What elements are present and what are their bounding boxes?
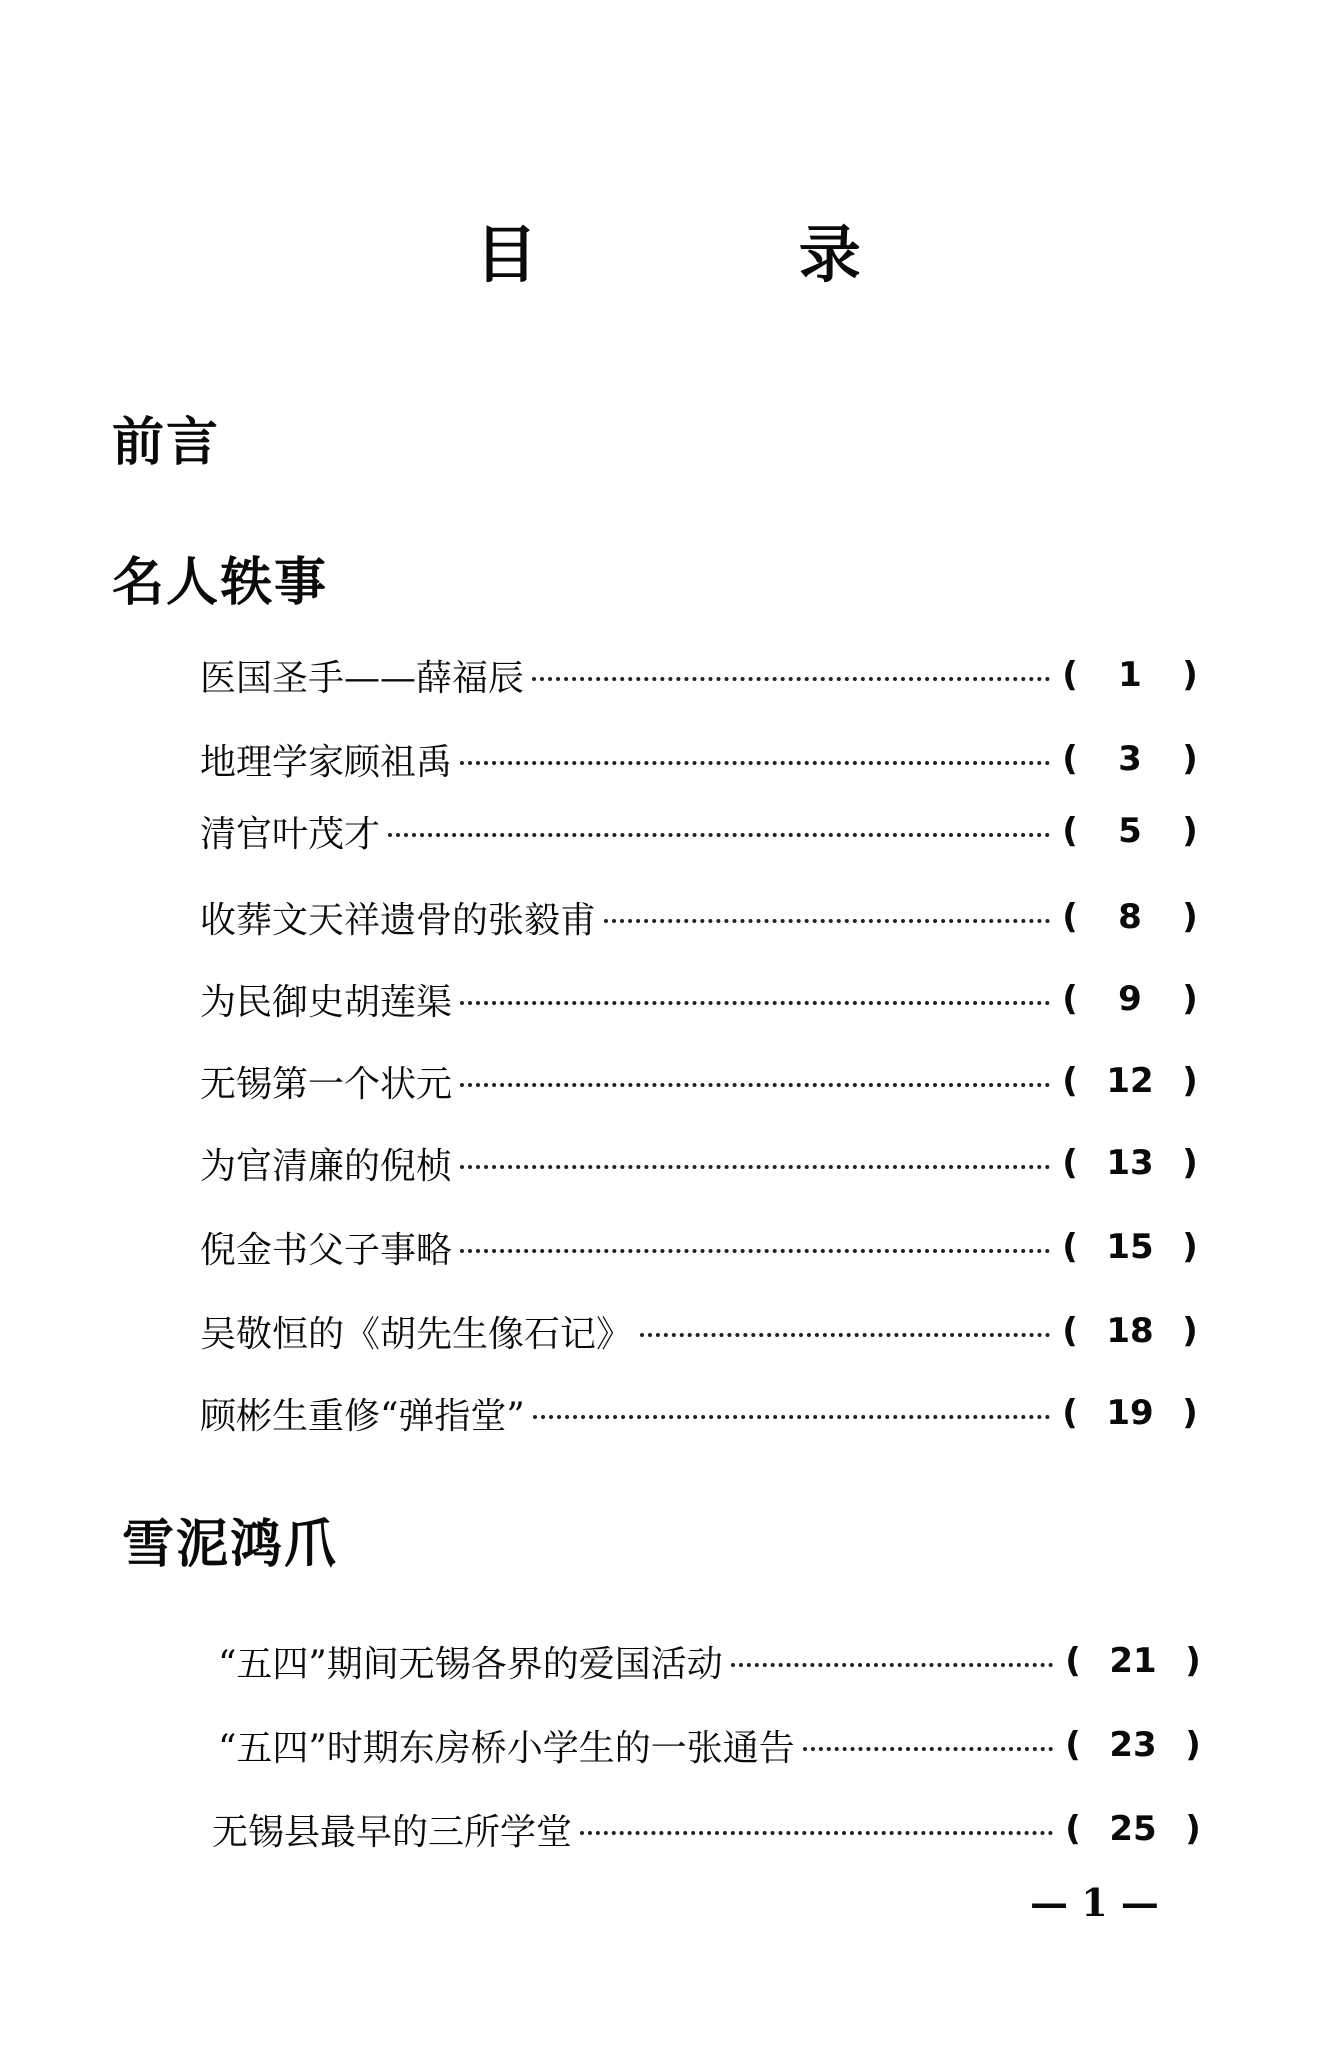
toc-entry-page: ( 8 ) bbox=[1062, 897, 1198, 937]
toc-entry-title: 顾彬生重修“弹指堂” bbox=[200, 1395, 525, 1437]
toc-entry[interactable] bbox=[200, 974, 1200, 1024]
toc-entry[interactable] bbox=[218, 1720, 1203, 1770]
toc-entry[interactable] bbox=[200, 806, 1200, 856]
toc-entry-page: ( 25 ) bbox=[1065, 1809, 1201, 1849]
toc-entry-title: 无锡县最早的三所学堂 bbox=[212, 1811, 573, 1853]
toc-entry-page: ( 21 ) bbox=[1065, 1641, 1201, 1681]
toc-entry[interactable] bbox=[200, 1222, 1200, 1272]
toc-entry-title: 收葬文天祥遗骨的张毅甫 bbox=[200, 899, 597, 941]
dot-leader bbox=[533, 1415, 1050, 1419]
toc-entry[interactable] bbox=[200, 1388, 1200, 1438]
dot-leader bbox=[388, 833, 1050, 837]
section-heading-anecdotes: 名人轶事 bbox=[112, 553, 329, 613]
toc-entry-page: ( 13 ) bbox=[1062, 1143, 1198, 1183]
dot-leader bbox=[460, 1001, 1050, 1005]
toc-entry[interactable] bbox=[200, 1306, 1200, 1356]
toc-entry-page: ( 15 ) bbox=[1062, 1227, 1198, 1267]
toc-entry[interactable] bbox=[200, 734, 1200, 784]
toc-entry[interactable] bbox=[200, 650, 1200, 700]
toc-entry-page: ( 18 ) bbox=[1062, 1311, 1198, 1351]
toc-entry-page: ( 23 ) bbox=[1065, 1725, 1201, 1765]
toc-entry-page: ( 3 ) bbox=[1062, 739, 1198, 779]
toc-entry-page: ( 1 ) bbox=[1062, 655, 1198, 695]
toc-entry[interactable] bbox=[218, 1636, 1203, 1686]
toc-entry-title: “五四”期间无锡各界的爱国活动 bbox=[218, 1643, 723, 1685]
toc-entry[interactable] bbox=[200, 1056, 1200, 1106]
dot-leader bbox=[532, 677, 1050, 681]
dot-leader bbox=[803, 1747, 1053, 1751]
dot-leader bbox=[460, 1083, 1050, 1087]
toc-entry[interactable] bbox=[200, 892, 1200, 942]
toc-entry[interactable] bbox=[200, 1138, 1200, 1188]
dot-leader bbox=[580, 1831, 1053, 1835]
dot-leader bbox=[731, 1663, 1053, 1667]
dot-leader bbox=[460, 1165, 1050, 1169]
toc-entry-title: 清官叶茂才 bbox=[200, 813, 381, 855]
dot-leader bbox=[460, 761, 1050, 765]
page-title: 目 录 bbox=[475, 218, 981, 291]
toc-entry-page: ( 19 ) bbox=[1062, 1393, 1198, 1433]
toc-entry-title: 地理学家顾祖禹 bbox=[200, 741, 453, 783]
dot-leader bbox=[460, 1249, 1050, 1253]
toc-entry-title: 吴敬恒的《胡先生像石记》 bbox=[200, 1313, 633, 1355]
toc-entry-title: 无锡第一个状元 bbox=[200, 1063, 453, 1105]
toc-entry-page: ( 5 ) bbox=[1062, 811, 1198, 851]
page-number: — 1 — bbox=[1030, 1880, 1159, 1925]
section-heading-traces: 雪泥鸿爪 bbox=[122, 1515, 339, 1575]
toc-entry[interactable] bbox=[212, 1804, 1203, 1854]
dot-leader bbox=[604, 919, 1050, 923]
toc-entry-page: ( 9 ) bbox=[1062, 979, 1198, 1019]
toc-entry-title: 倪金书父子事略 bbox=[200, 1229, 453, 1271]
toc-entry-title: 为官清廉的倪桢 bbox=[200, 1145, 453, 1187]
toc-entry-title: 为民御史胡莲渠 bbox=[200, 981, 453, 1023]
section-heading-preface: 前言 bbox=[112, 413, 221, 473]
toc-entry-title: “五四”时期东房桥小学生的一张通告 bbox=[218, 1727, 795, 1769]
dot-leader bbox=[640, 1333, 1050, 1337]
toc-entry-title: 医国圣手——薛福辰 bbox=[200, 657, 525, 699]
toc-entry-page: ( 12 ) bbox=[1062, 1061, 1198, 1101]
